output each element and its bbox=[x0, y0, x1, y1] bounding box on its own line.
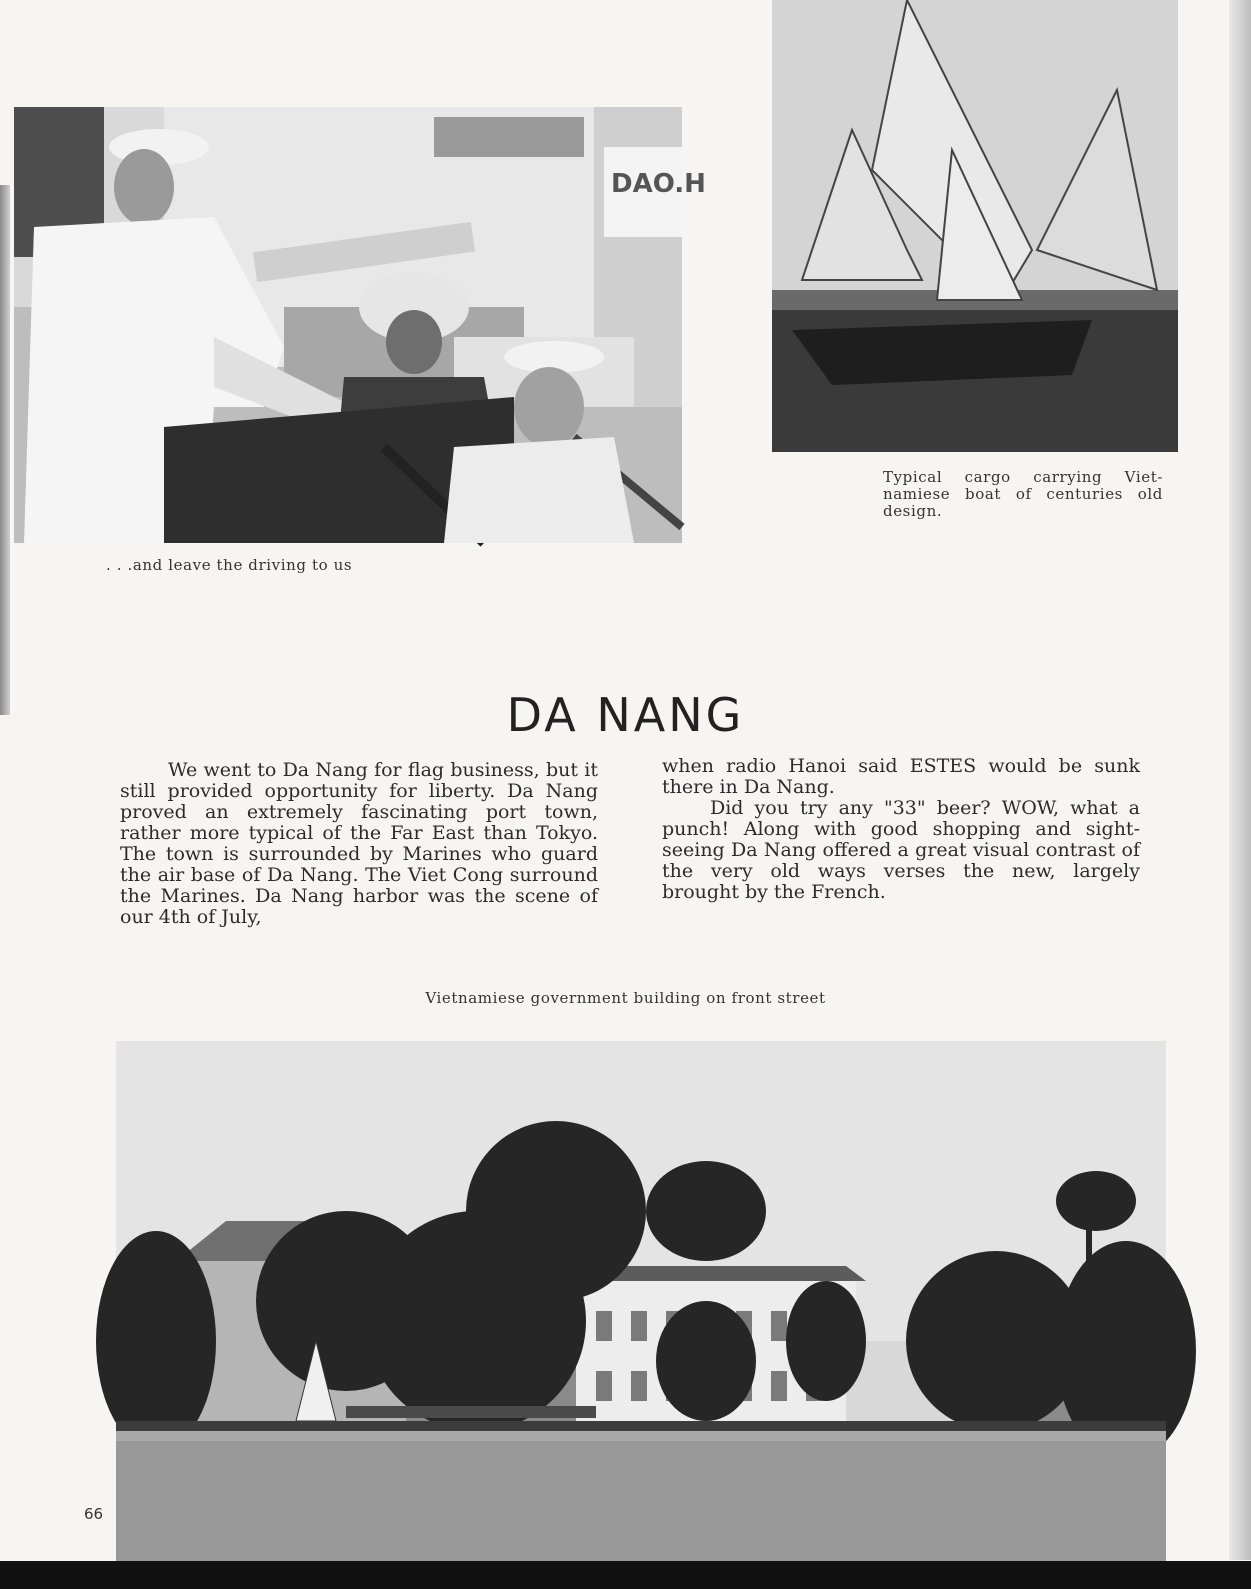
shop-sign-text: DAO.H bbox=[611, 169, 706, 199]
right-column-paragraph-2: Did you try any "33" beer? WOW, what a punch! Along with good shopping and sight-seeing Da Nang offered a great visual contrast of the very old ways verses the new, largely brought by the French. bbox=[662, 797, 1140, 903]
building-caption: Vietnamiese government building on front street bbox=[425, 989, 826, 1007]
article-title: DA NANG bbox=[506, 688, 745, 742]
page-number: 66 bbox=[84, 1505, 104, 1523]
scan-bottom-band bbox=[0, 1561, 1251, 1589]
left-column-paragraph: We went to Da Nang for flag business, but it still provided opportunity for liberty. Da Nang proved an extremely fascinating port town, rather more typical of the Far East than Tokyo. The town is surrounded by Marines who guard the air base of Da Nang. The Viet Cong surround the Marines. Da Nang harbor was the scene of our 4th of July, bbox=[120, 759, 598, 928]
right-column-paragraph-1: when radio Hanoi said ESTES would be sunk there in Da Nang. bbox=[662, 755, 1140, 798]
page-edge-right bbox=[1229, 0, 1251, 1560]
building-photo bbox=[116, 1041, 1166, 1562]
boat-caption: Typical cargo carrying Viet-namiese boat of centuries old design. bbox=[883, 468, 1163, 520]
article-right-column bbox=[662, 756, 1140, 903]
rickshaw-photo bbox=[14, 107, 706, 543]
page-edge-left bbox=[0, 185, 10, 715]
article-left-column bbox=[120, 760, 598, 928]
rickshaw-caption: . . .and leave the driving to us bbox=[106, 556, 353, 574]
boat-photo bbox=[772, 0, 1178, 452]
